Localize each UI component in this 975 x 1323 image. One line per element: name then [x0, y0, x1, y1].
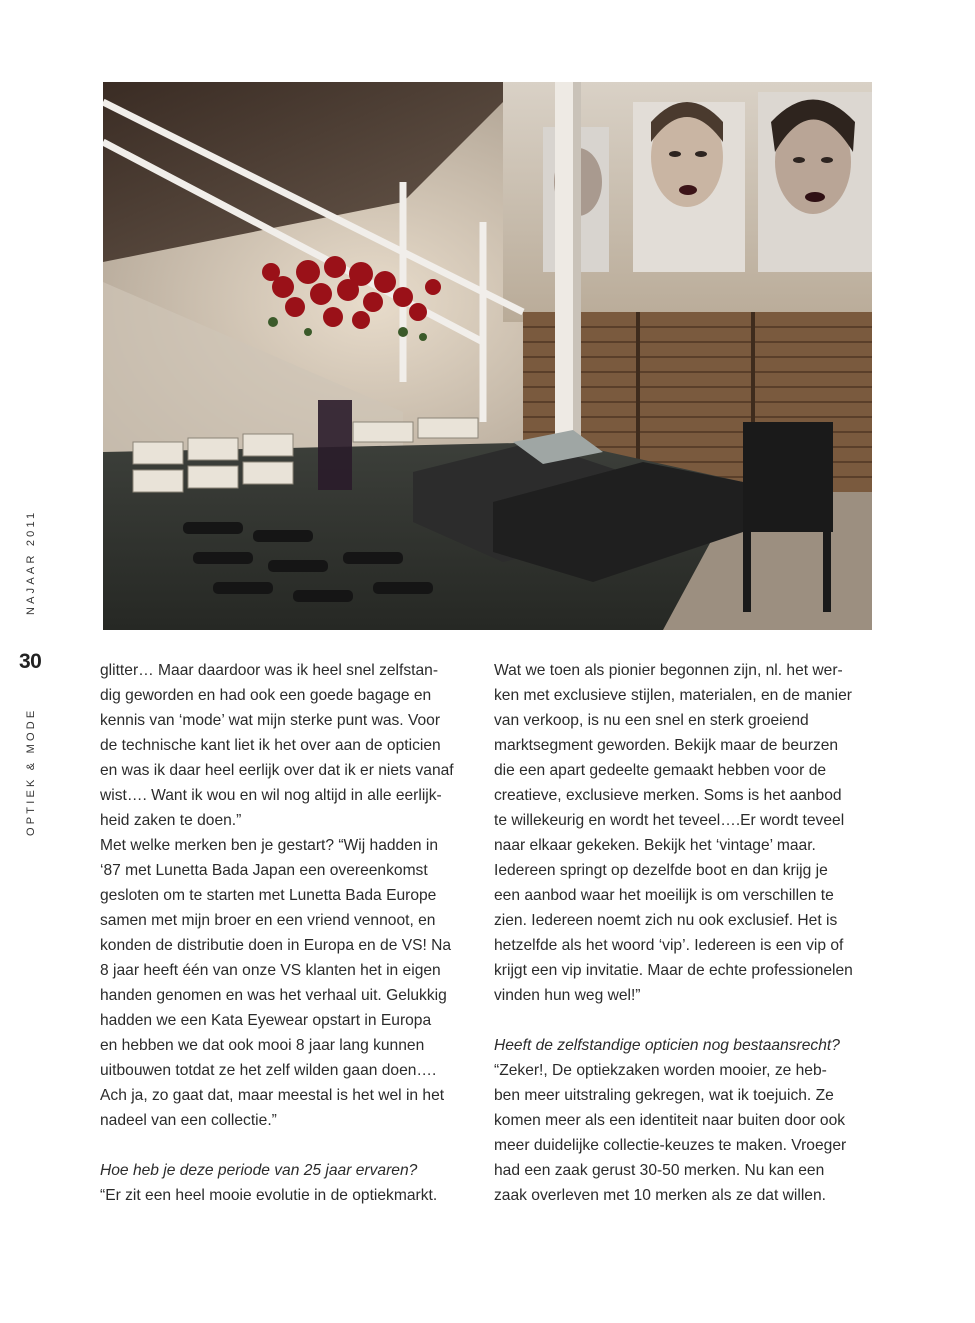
text-line: en was ik daar heel eerlijk over dat ik er niets vanaf: [100, 762, 454, 779]
text-line: krijgt een vip invitatie. Maar de echte professionelen: [494, 962, 853, 979]
text-line: heid zaken te doen.”: [100, 812, 242, 829]
text-line: creatieve, exclusieve merken. Soms is het aanbod: [494, 787, 842, 804]
text-line: te willekeurig en wordt het teveel….Er wordt teveel: [494, 812, 845, 829]
text-line: konden de distributie doen in Europa en de VS! Na: [100, 937, 452, 954]
text-line: glitter… Maar daardoor was ik heel snel zelfstan-: [100, 662, 439, 679]
right-column: [494, 658, 869, 1208]
text-line: ben meer uitstraling gekregen, wat ik toejuich. Ze: [494, 1087, 834, 1104]
text-line: hetzelfde als het woord ‘vip’. Iedereen is een vip of: [494, 937, 844, 954]
text-line: handen genomen en was het verhaal uit. Gelukkig: [100, 987, 447, 1004]
text-line: de technische kant liet ik het over aan de opticien: [100, 737, 441, 754]
interview-question: Heeft de zelfstandige opticien nog bestaansrecht?: [494, 1037, 840, 1054]
text-line: uitbouwen totdat ze het zelf wilden gaan doen….: [100, 1062, 437, 1079]
text-line: naar elkaar gekeken. Bekijk het ‘vintage’ maar.: [494, 837, 816, 854]
text-line: gesloten om te starten met Lunetta Bada Europe: [100, 887, 437, 904]
text-line: komen meer als een identiteit naar buiten door ook: [494, 1112, 846, 1129]
text-line: ‘87 met Lunetta Bada Japan een overeenkomst: [100, 862, 428, 879]
text-line: ken met exclusieve stijlen, materialen, en de manier: [494, 687, 852, 704]
text-line: Iedereen springt op dezelfde boot en dan krijg je: [494, 862, 828, 879]
text-line: meer duidelijke collectie-keuzes te maken. Vroeger: [494, 1137, 847, 1154]
page-number: 30: [19, 650, 42, 673]
text-line: Wat we toen als pionier begonnen zijn, nl. het wer-: [494, 662, 843, 679]
text-line: zien. Iedereen noemt zich nu ook exclusief. Het is: [494, 912, 838, 929]
text-line: van verkoop, is nu een snel en sterk groeiend: [494, 712, 809, 729]
paragraph-gap: [494, 1008, 869, 1033]
left-column: [100, 658, 475, 1208]
text-line: kennis van ‘mode’ wat mijn sterke punt was. Voor: [100, 712, 441, 729]
magazine-label: OPTIEK & MODE: [25, 707, 37, 836]
text-line: 8 jaar heeft één van onze VS klanten het in eigen: [100, 962, 441, 979]
interview-question: Hoe heb je deze periode van 25 jaar ervaren?: [100, 1162, 418, 1179]
text-line: een aanbod waar het moeilijk is om verschillen te: [494, 887, 834, 904]
text-line: zaak overleven met 10 merken als ze dat willen.: [494, 1187, 826, 1204]
text-line: dig geworden en had ook een goede bagage en: [100, 687, 432, 704]
text-line: nadeel van een collectie.”: [100, 1112, 277, 1129]
text-line: had een zaak gerust 30-50 merken. Nu kan een: [494, 1162, 825, 1179]
text-line: die een apart gedeelte gemaakt hebben voor de: [494, 762, 827, 779]
text-line: Met welke merken ben je gestart? “Wij hadden in: [100, 837, 439, 854]
text-line: Ach ja, zo gaat dat, maar meestal is het wel in het: [100, 1087, 445, 1104]
text-line: samen met mijn broer en een vriend vennoot, en: [100, 912, 436, 929]
text-line: “Zeker!, De optiekzaken worden mooier, ze heb-: [494, 1062, 827, 1079]
text-line: marktsegment geworden. Bekijk maar de beurzen: [494, 737, 839, 754]
text-line: wist…. Want ik wou en wil nog altijd in alle eerlijk-: [100, 787, 442, 804]
text-line: hadden we een Kata Eyewear opstart in Europa: [100, 1012, 432, 1029]
text-line: vinden hun weg wel!”: [494, 987, 641, 1004]
text-line: en hebben we dat ook mooi 8 jaar lang kunnen: [100, 1037, 425, 1054]
issue-label: NAJAAR 2011: [25, 509, 37, 615]
showroom-photo: [103, 82, 872, 630]
text-line: “Er zit een heel mooie evolutie in de optiekmarkt.: [100, 1187, 438, 1204]
paragraph-gap: [100, 1133, 475, 1158]
